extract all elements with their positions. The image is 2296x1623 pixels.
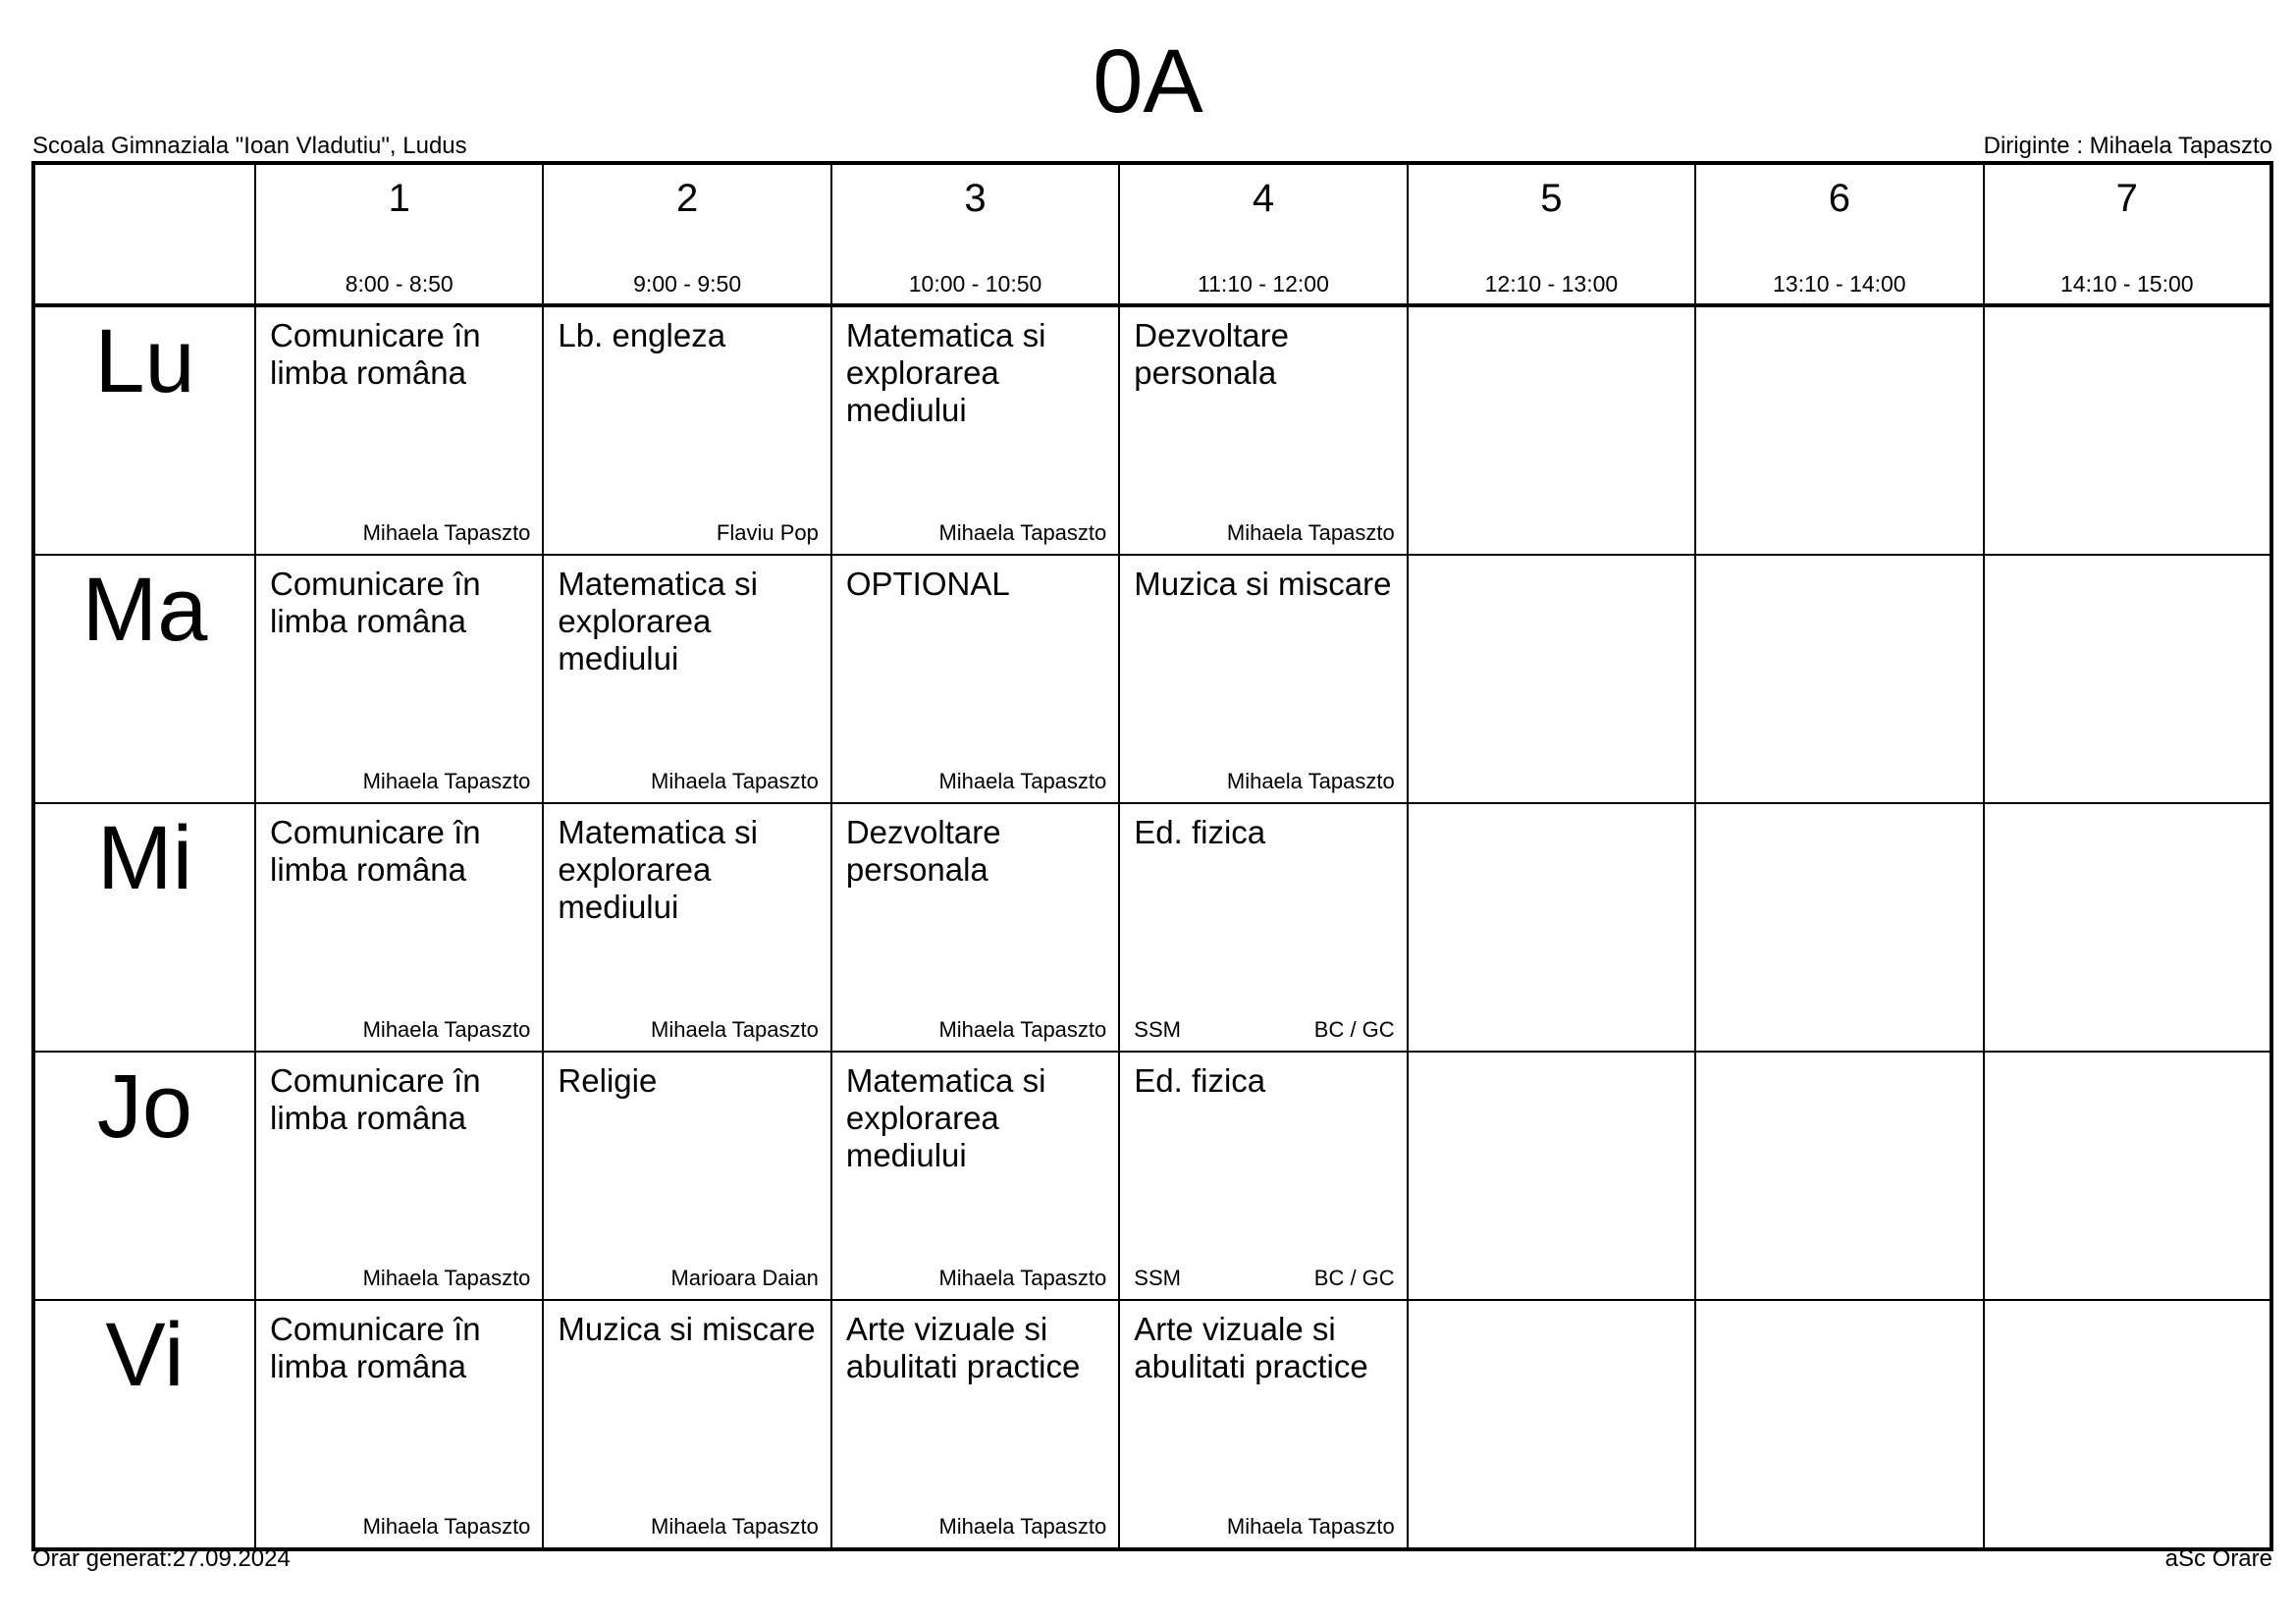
lesson-subject: Matematica si explorarea mediului	[845, 1062, 1046, 1173]
lesson-cell	[543, 555, 830, 803]
lesson-teacher: Flaviu Pop	[716, 520, 819, 545]
day-label: Vi	[105, 1305, 185, 1405]
period-number: 2	[676, 177, 699, 220]
period-number: 1	[388, 177, 410, 220]
lesson-subject: Arte vizuale si abulitati practice	[1134, 1311, 1368, 1384]
lesson-cell	[831, 1052, 1119, 1300]
period-time: 14:10 - 15:00	[2059, 271, 2194, 297]
period-header-row	[33, 163, 2271, 305]
empty-cell	[1695, 1052, 1983, 1300]
empty-cell	[1695, 305, 1983, 555]
lesson-cell	[1119, 803, 1407, 1052]
lesson-cell	[831, 305, 1119, 555]
empty-cell	[1408, 305, 1695, 555]
period-number: 6	[1828, 177, 1850, 220]
lesson-cell	[831, 803, 1119, 1052]
period-header-1	[255, 163, 543, 305]
lesson-cell	[1119, 1052, 1407, 1300]
day-row	[33, 305, 2271, 555]
lesson-cell	[543, 1300, 830, 1549]
class-teacher: Diriginte : Mihaela Tapaszto	[1983, 133, 2272, 159]
lesson-teacher: Mihaela Tapaszto	[1226, 769, 1395, 793]
lesson-teacher: Mihaela Tapaszto	[938, 1017, 1107, 1042]
lesson-teacher: Mihaela Tapaszto	[362, 1514, 531, 1539]
lesson-subject: Religie	[558, 1062, 658, 1099]
lesson-subject: Ed. fizica	[1134, 814, 1266, 850]
lesson-subject: Matematica si explorarea mediului	[558, 814, 758, 925]
period-header-6	[1695, 163, 1983, 305]
lesson-subject: Dezvoltare personala	[845, 814, 1001, 888]
lesson-cell	[831, 1300, 1119, 1549]
lesson-cell	[1119, 305, 1407, 555]
lesson-cell	[543, 305, 830, 555]
period-number: 3	[964, 177, 987, 220]
lesson-teacher: Mihaela Tapaszto	[651, 1514, 819, 1539]
lesson-teacher: Mihaela Tapaszto	[938, 769, 1107, 793]
empty-cell	[1984, 1052, 2271, 1300]
lesson-cell	[543, 1052, 830, 1300]
period-header-2	[543, 163, 830, 305]
empty-cell	[1695, 555, 1983, 803]
empty-cell	[1408, 555, 1695, 803]
period-time: 11:10 - 12:00	[1198, 271, 1329, 297]
lesson-cell	[1119, 1300, 1407, 1549]
lesson-teacher: Mihaela Tapaszto	[362, 769, 531, 793]
lesson-teacher: Mihaela Tapaszto	[938, 1514, 1107, 1539]
period-number: 4	[1252, 177, 1275, 220]
period-time: 12:10 - 13:00	[1484, 271, 1619, 297]
lesson-teacher: Mihaela Tapaszto	[362, 1266, 531, 1290]
corner-cell	[33, 163, 255, 305]
empty-cell	[1408, 803, 1695, 1052]
lesson-teacher: BC / GC	[1313, 1017, 1395, 1042]
lesson-subject: Muzica si miscare	[1134, 566, 1392, 602]
empty-cell	[1984, 1300, 2271, 1549]
period-time: 9:00 - 9:50	[633, 271, 742, 297]
day-row	[33, 1300, 2271, 1549]
day-label: Mi	[96, 808, 193, 908]
day-label: Lu	[94, 311, 195, 411]
day-row	[33, 803, 2271, 1052]
software-brand: aSc Orare	[2164, 1545, 2272, 1572]
lesson-subject: Comunicare în limba româna	[270, 317, 481, 391]
timetable-grid	[31, 161, 2273, 1551]
period-time: 10:00 - 10:50	[908, 271, 1042, 297]
period-header-7	[1984, 163, 2271, 305]
lesson-teacher: Mihaela Tapaszto	[362, 1017, 531, 1042]
lesson-subject: Dezvoltare personala	[1134, 317, 1289, 391]
empty-cell	[1695, 803, 1983, 1052]
day-label-cell	[33, 803, 255, 1052]
period-number: 7	[2115, 177, 2138, 220]
lesson-subject: Arte vizuale si abulitati practice	[845, 1311, 1081, 1384]
period-header-4	[1119, 163, 1407, 305]
lesson-subject: OPTIONAL	[845, 566, 1010, 602]
lesson-cell	[255, 1052, 543, 1300]
lesson-cell	[255, 803, 543, 1052]
period-time: 13:10 - 14:00	[1773, 271, 1906, 297]
day-row	[33, 555, 2271, 803]
empty-cell	[1408, 1300, 1695, 1549]
lesson-teacher: Mihaela Tapaszto	[362, 520, 531, 545]
empty-cell	[1408, 1052, 1695, 1300]
day-label-cell	[33, 555, 255, 803]
lesson-teacher: Mihaela Tapaszto	[1226, 520, 1395, 545]
lesson-subject: Comunicare în limba româna	[270, 1062, 481, 1136]
lesson-cell	[831, 555, 1119, 803]
lesson-cell	[255, 555, 543, 803]
lesson-teacher: BC / GC	[1313, 1266, 1395, 1290]
lesson-room: SSM	[1134, 1266, 1181, 1290]
page-title: 0A	[1093, 31, 1203, 132]
lesson-teacher: Mihaela Tapaszto	[1226, 1514, 1395, 1539]
timetable-body	[33, 163, 2271, 1549]
empty-cell	[1695, 1300, 1983, 1549]
lesson-cell	[255, 1300, 543, 1549]
lesson-cell	[255, 305, 543, 555]
lesson-teacher: Mihaela Tapaszto	[651, 769, 819, 793]
day-row	[33, 1052, 2271, 1300]
period-header-3	[831, 163, 1119, 305]
lesson-teacher: Marioara Daian	[670, 1266, 819, 1290]
day-label: Jo	[96, 1056, 193, 1157]
empty-cell	[1984, 803, 2271, 1052]
lesson-room: SSM	[1134, 1017, 1181, 1042]
lesson-subject: Matematica si explorarea mediului	[845, 317, 1046, 428]
period-header-5	[1408, 163, 1695, 305]
period-number: 5	[1540, 177, 1563, 220]
period-time: 8:00 - 8:50	[345, 271, 454, 297]
day-label-cell	[33, 305, 255, 555]
lesson-teacher: Mihaela Tapaszto	[651, 1017, 819, 1042]
lesson-teacher: Mihaela Tapaszto	[938, 1266, 1107, 1290]
lesson-subject: Lb. engleza	[558, 317, 726, 353]
lesson-cell	[543, 803, 830, 1052]
day-label: Ma	[81, 560, 208, 660]
lesson-cell	[1119, 555, 1407, 803]
lesson-subject: Matematica si explorarea mediului	[558, 566, 758, 676]
day-label-cell	[33, 1300, 255, 1549]
empty-cell	[1984, 555, 2271, 803]
day-label-cell	[33, 1052, 255, 1300]
lesson-teacher: Mihaela Tapaszto	[938, 520, 1107, 545]
lesson-subject: Muzica si miscare	[558, 1311, 816, 1347]
lesson-subject: Comunicare în limba româna	[270, 814, 481, 888]
empty-cell	[1984, 305, 2271, 555]
school-name: Scoala Gimnaziala "Ioan Vladutiu", Ludus	[32, 133, 467, 159]
lesson-subject: Ed. fizica	[1134, 1062, 1266, 1099]
generated-date: Orar generat:27.09.2024	[32, 1545, 291, 1572]
lesson-subject: Comunicare în limba româna	[270, 1311, 481, 1384]
lesson-subject: Comunicare în limba româna	[270, 566, 481, 639]
